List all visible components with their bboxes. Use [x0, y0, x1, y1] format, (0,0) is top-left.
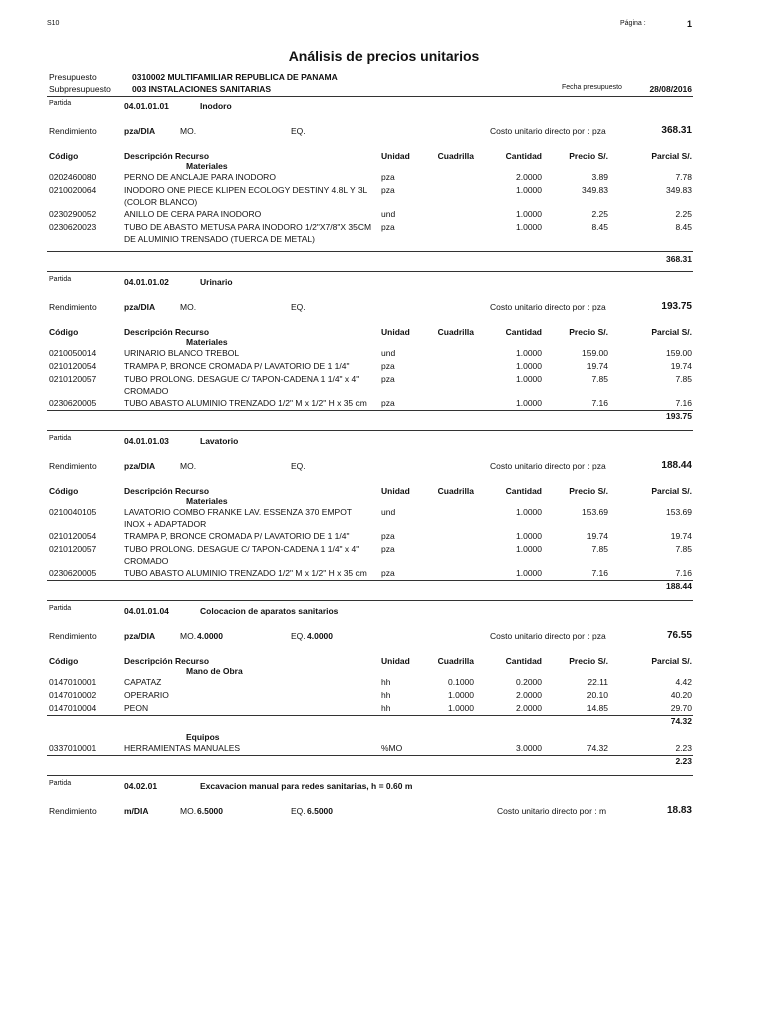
section-4-col-codigo: Código [49, 656, 79, 666]
section-1-row-cantidad: 2.0000 [516, 172, 542, 182]
section-2-row-precio: 7.16 [591, 398, 608, 408]
presupuesto-label: Presupuesto [49, 72, 97, 82]
section-5-rend-unit: m/DIA [124, 806, 149, 816]
section-1-row-unit: pza [381, 172, 395, 182]
section-4-mo-value: 4.0000 [197, 631, 223, 641]
subpresupuesto-value: 003 INSTALACIONES SANITARIAS [132, 84, 272, 94]
section-1-mo-label: MO. [180, 126, 197, 136]
section-1-row-code: 0230620023 [49, 222, 97, 232]
section-1-row-unit: pza [381, 222, 395, 232]
section-1-rendimiento-label: Rendimiento [49, 126, 97, 136]
section-3-row-desc: TUBO PROLONG. DESAGUE C/ TAPON-CADENA 1 1/4" x 4" [124, 544, 360, 554]
header-rule [47, 96, 693, 97]
section-5-mo-value: 6.5000 [197, 806, 223, 816]
section-2-rendimiento-label: Rendimiento [49, 302, 97, 312]
section-4-col-precio: Precio S/. [569, 656, 608, 666]
section-2-row-code: 0210120057 [49, 374, 97, 384]
section-1-partida-code: 04.01.01.01 [124, 101, 169, 111]
section-3-col-descripcion: Descripción Recurso [124, 486, 210, 496]
section-1-group-1-title: Materiales [186, 161, 228, 171]
section-4-eq-value: 4.0000 [307, 631, 333, 641]
section-3-row-parcial: 7.16 [675, 568, 692, 578]
section-2-mo-label: MO. [180, 302, 197, 312]
section-1-partida-label: Partida [49, 100, 72, 107]
section-1-row-desc: PERNO DE ANCLAJE PARA INODORO [124, 172, 276, 182]
section-2-col-cuadrilla: Cuadrilla [437, 327, 474, 337]
section-4-rendimiento-label: Rendimiento [49, 631, 97, 641]
section-4-row-desc: HERRAMIENTAS MANUALES [124, 743, 241, 753]
section-1-end-rule [47, 271, 693, 272]
section-2-row-cantidad: 1.0000 [516, 398, 542, 408]
report-title: Análisis de precios unitarios [288, 48, 480, 64]
section-2-row-code: 0210120054 [49, 361, 97, 371]
section-3-row-precio: 153.69 [582, 507, 608, 517]
section-4-row-precio: 74.32 [586, 743, 608, 753]
section-5-eq-value: 6.5000 [307, 806, 333, 816]
section-1-row-cantidad: 1.0000 [516, 222, 542, 232]
section-3-row-desc: TUBO ABASTO ALUMINIO TRENZADO 1/2" M x 1/2" H x 35 cm [124, 568, 367, 578]
section-3-mo-label: MO. [180, 461, 197, 471]
section-4-row-code: 0147010004 [49, 703, 97, 713]
section-1-row-unit: und [381, 209, 396, 219]
section-2-col-unidad: Unidad [381, 327, 410, 337]
section-1-row-cantidad: 1.0000 [516, 185, 542, 195]
section-1-row-code: 0230290052 [49, 209, 97, 219]
section-2-row-desc: CROMADO [124, 385, 169, 396]
section-4-row-parcial: 2.23 [675, 743, 692, 753]
section-1-row-desc: ANILLO DE CERA PARA INODORO [124, 209, 262, 219]
section-1-row-code: 0210020064 [49, 185, 97, 195]
section-2-eq-label: EQ. [291, 302, 306, 312]
section-3-end-rule [47, 600, 693, 601]
section-2-end-rule [47, 430, 693, 431]
section-1-row-desc: INODORO ONE PIECE KLIPEN ECOLOGY DESTINY 4.8L Y 3L [124, 185, 368, 195]
section-4-col-unidad: Unidad [381, 656, 410, 666]
section-1-partida-name: Inodoro [200, 101, 232, 111]
section-4-costo-label: Costo unitario directo por : pza [490, 631, 606, 641]
section-1-row-desc: TUBO DE ABASTO METUSA PARA INODORO 1/2"X7/8"X 35CM [124, 222, 372, 232]
section-1-row-precio: 8.45 [591, 222, 608, 232]
section-4-row-cantidad: 2.0000 [516, 703, 542, 713]
section-2-costo-value: 193.75 [661, 301, 692, 312]
section-4-row-precio: 14.85 [586, 703, 608, 713]
section-3-group-1-rule [47, 580, 693, 581]
section-2-row-parcial: 7.16 [675, 398, 692, 408]
section-4-row-desc: OPERARIO [124, 690, 169, 700]
section-2-row-unit: pza [381, 361, 395, 371]
section-4-group-2-title: Equipos [186, 732, 220, 742]
section-3-costo-value: 188.44 [661, 460, 692, 471]
section-3-row-code: 0210120057 [49, 544, 97, 554]
section-4-row-parcial: 4.42 [675, 677, 692, 687]
section-3-row-cantidad: 1.0000 [516, 507, 542, 517]
section-2-col-precio: Precio S/. [569, 327, 608, 337]
section-2-group-1-rule [47, 410, 693, 411]
section-2-row-precio: 7.85 [591, 374, 608, 384]
section-1-row-precio: 2.25 [591, 209, 608, 219]
section-1-col-descripcion: Descripción Recurso [124, 151, 210, 161]
section-3-col-unidad: Unidad [381, 486, 410, 496]
presupuesto-value: 0310002 MULTIFAMILIAR REPUBLICA DE PANAMA [132, 72, 338, 82]
section-4-partida-label: Partida [49, 605, 72, 612]
section-2-group-1-subtotal: 193.75 [666, 411, 692, 421]
section-2-row-desc: TRAMPA P, BRONCE CROMADA P/ LAVATORIO DE 1 1/4" [124, 361, 350, 371]
section-4-row-precio: 22.11 [587, 677, 608, 687]
section-2-row-desc: URINARIO BLANCO TREBOL [124, 348, 240, 358]
fecha-value: 28/08/2016 [649, 84, 692, 94]
section-4-row-desc: PEON [124, 703, 149, 713]
section-2-row-precio: 19.74 [586, 361, 608, 371]
section-2-row-parcial: 159.00 [666, 348, 692, 358]
section-3-col-precio: Precio S/. [569, 486, 608, 496]
section-4-partida-code: 04.01.01.04 [124, 606, 169, 616]
section-5-partida-name: Excavacion manual para redes sanitarias, h = 0.60 m [200, 781, 413, 791]
section-4-row-code: 0147010002 [49, 690, 97, 700]
section-1-rend-unit: pza/DIA [124, 126, 156, 136]
section-3-row-cantidad: 1.0000 [516, 568, 542, 578]
section-3-row-unit: pza [381, 568, 395, 578]
section-1-eq-label: EQ. [291, 126, 306, 136]
section-1-row-desc: (COLOR BLANCO) [124, 196, 198, 207]
section-5-costo-value: 18.83 [666, 805, 692, 816]
section-1-costo-value: 368.31 [661, 125, 692, 136]
section-2-row-cantidad: 1.0000 [516, 374, 542, 384]
section-4-mo-label: MO. [180, 631, 197, 641]
section-5-partida-label: Partida [49, 780, 72, 787]
section-4-group-2-rule [47, 755, 693, 756]
section-4-col-parcial: Parcial S/. [651, 656, 692, 666]
section-2-row-cantidad: 1.0000 [516, 361, 542, 371]
section-4-row-cuadrilla: 0.1000 [448, 677, 474, 687]
section-4-group-2-subtotal: 2.23 [675, 756, 692, 766]
section-1-row-precio: 3.89 [591, 172, 608, 182]
section-2-group-1-title: Materiales [186, 337, 228, 347]
section-4-row-code: 0147010001 [49, 677, 97, 687]
section-4-row-unit: hh [381, 703, 391, 713]
section-3-costo-label: Costo unitario directo por : pza [490, 461, 606, 471]
section-3-row-parcial: 153.69 [666, 507, 692, 517]
section-4-row-parcial: 29.70 [670, 703, 692, 713]
section-2-row-code: 0210050014 [49, 348, 97, 358]
section-1-row-parcial: 8.45 [675, 222, 692, 232]
section-3-row-precio: 7.85 [591, 544, 608, 554]
section-2-row-precio: 159.00 [582, 348, 608, 358]
section-5-eq-label: EQ. [291, 806, 306, 816]
section-4-col-cuadrilla: Cuadrilla [437, 656, 474, 666]
section-4-partida-name: Colocacion de aparatos sanitarios [200, 606, 339, 616]
section-5-costo-label: Costo unitario directo por : m [497, 806, 607, 816]
section-4-row-cuadrilla: 1.0000 [448, 690, 474, 700]
section-2-row-cantidad: 1.0000 [516, 348, 542, 358]
section-3-row-unit: pza [381, 531, 395, 541]
section-4-eq-label: EQ. [291, 631, 306, 641]
section-2-costo-label: Costo unitario directo por : pza [490, 302, 606, 312]
section-3-col-cuadrilla: Cuadrilla [437, 486, 474, 496]
section-3-col-codigo: Código [49, 486, 79, 496]
section-2-row-parcial: 7.85 [675, 374, 692, 384]
section-2-row-unit: pza [381, 374, 395, 384]
section-5-rendimiento-label: Rendimiento [49, 806, 97, 816]
section-3-col-parcial: Parcial S/. [651, 486, 692, 496]
section-1-row-code: 0202460080 [49, 172, 97, 182]
section-3-row-desc: TRAMPA P, BRONCE CROMADA P/ LAVATORIO DE 1 1/4" [124, 531, 350, 541]
section-3-row-parcial: 7.85 [675, 544, 692, 554]
section-3-group-1-title: Materiales [186, 496, 228, 506]
section-1-col-parcial: Parcial S/. [651, 151, 692, 161]
section-3-row-code: 0230620005 [49, 568, 97, 578]
section-3-partida-code: 04.01.01.03 [124, 436, 169, 446]
section-1-col-cantidad: Cantidad [505, 151, 542, 161]
section-4-row-precio: 20.10 [586, 690, 608, 700]
section-3-partida-label: Partida [49, 435, 72, 442]
section-4-row-parcial: 40.20 [670, 690, 692, 700]
section-1-row-parcial: 2.25 [675, 209, 692, 219]
section-1-row-unit: pza [381, 185, 395, 195]
section-3-row-cantidad: 1.0000 [516, 544, 542, 554]
section-3-row-unit: pza [381, 544, 395, 554]
section-4-col-cantidad: Cantidad [505, 656, 542, 666]
section-3-partida-name: Lavatorio [200, 436, 239, 446]
section-3-eq-label: EQ. [291, 461, 306, 471]
section-3-row-code: 0210040105 [49, 507, 97, 517]
section-3-rendimiento-label: Rendimiento [49, 461, 97, 471]
section-2-row-desc: TUBO ABASTO ALUMINIO TRENZADO 1/2" M x 1/2" H x 35 cm [124, 398, 367, 408]
section-4-row-unit: %MO [381, 743, 403, 753]
section-1-group-1-rule [47, 251, 693, 252]
section-1-col-unidad: Unidad [381, 151, 410, 161]
section-2-partida-code: 04.01.01.02 [124, 277, 169, 287]
section-4-group-1-rule [47, 715, 693, 716]
page-label: Página : [620, 20, 646, 27]
subpresupuesto-label: Subpresupuesto [49, 84, 111, 94]
section-3-row-unit: und [381, 507, 396, 517]
section-4-col-descripcion: Descripción Recurso [124, 656, 210, 666]
section-5-mo-label: MO. [180, 806, 197, 816]
section-3-row-desc: CROMADO [124, 555, 169, 566]
section-2-partida-name: Urinario [200, 277, 233, 287]
section-4-row-unit: hh [381, 690, 391, 700]
section-4-row-desc: CAPATAZ [124, 677, 162, 687]
section-4-group-1-title: Mano de Obra [186, 666, 243, 676]
section-4-end-rule [47, 775, 693, 776]
section-3-row-desc: LAVATORIO COMBO FRANKE LAV. ESSENZA 370 EMPOT [124, 507, 352, 517]
section-1-col-precio: Precio S/. [569, 151, 608, 161]
section-3-row-parcial: 19.74 [670, 531, 692, 541]
section-1-row-parcial: 349.83 [666, 185, 692, 195]
section-4-row-cuadrilla: 1.0000 [448, 703, 474, 713]
section-3-rend-unit: pza/DIA [124, 461, 156, 471]
section-1-row-desc: DE ALUMINIO TRENSADO (TUERCA DE METAL) [124, 233, 315, 244]
section-4-row-cantidad: 0.2000 [516, 677, 542, 687]
section-3-row-precio: 7.16 [591, 568, 608, 578]
section-3-row-precio: 19.74 [586, 531, 608, 541]
fecha-label: Fecha presupuesto [562, 84, 622, 91]
section-3-group-1-subtotal: 188.44 [666, 581, 692, 591]
section-4-rend-unit: pza/DIA [124, 631, 156, 641]
section-3-row-desc: INOX + ADAPTADOR [124, 518, 207, 529]
section-2-col-codigo: Código [49, 327, 79, 337]
report-code: S10 [47, 20, 60, 27]
section-2-partida-label: Partida [49, 276, 72, 283]
section-2-col-parcial: Parcial S/. [651, 327, 692, 337]
section-2-row-code: 0230620005 [49, 398, 97, 408]
section-2-row-unit: und [381, 348, 396, 358]
section-4-row-cantidad: 3.0000 [516, 743, 542, 753]
section-4-row-cantidad: 2.0000 [516, 690, 542, 700]
section-3-row-cantidad: 1.0000 [516, 531, 542, 541]
section-1-col-cuadrilla: Cuadrilla [437, 151, 474, 161]
section-1-group-1-subtotal: 368.31 [666, 254, 692, 264]
section-1-row-parcial: 7.78 [675, 172, 692, 182]
section-1-row-cantidad: 1.0000 [516, 209, 542, 219]
section-1-row-precio: 349.83 [582, 185, 608, 195]
section-2-row-unit: pza [381, 398, 395, 408]
page-number: 1 [686, 19, 692, 29]
section-3-col-cantidad: Cantidad [505, 486, 542, 496]
section-1-costo-label: Costo unitario directo por : pza [490, 126, 606, 136]
section-2-row-desc: TUBO PROLONG. DESAGUE C/ TAPON-CADENA 1 1/4" x 4" [124, 374, 360, 384]
section-4-row-unit: hh [381, 677, 391, 687]
section-2-col-cantidad: Cantidad [505, 327, 542, 337]
section-4-row-code: 0337010001 [49, 743, 97, 753]
section-1-col-codigo: Código [49, 151, 79, 161]
section-2-rend-unit: pza/DIA [124, 302, 156, 312]
section-2-col-descripcion: Descripción Recurso [124, 327, 210, 337]
section-3-row-code: 0210120054 [49, 531, 97, 541]
section-4-costo-value: 76.55 [666, 630, 692, 641]
section-2-row-parcial: 19.74 [670, 361, 692, 371]
section-5-partida-code: 04.02.01 [124, 781, 158, 791]
section-4-group-1-subtotal: 74.32 [670, 716, 692, 726]
